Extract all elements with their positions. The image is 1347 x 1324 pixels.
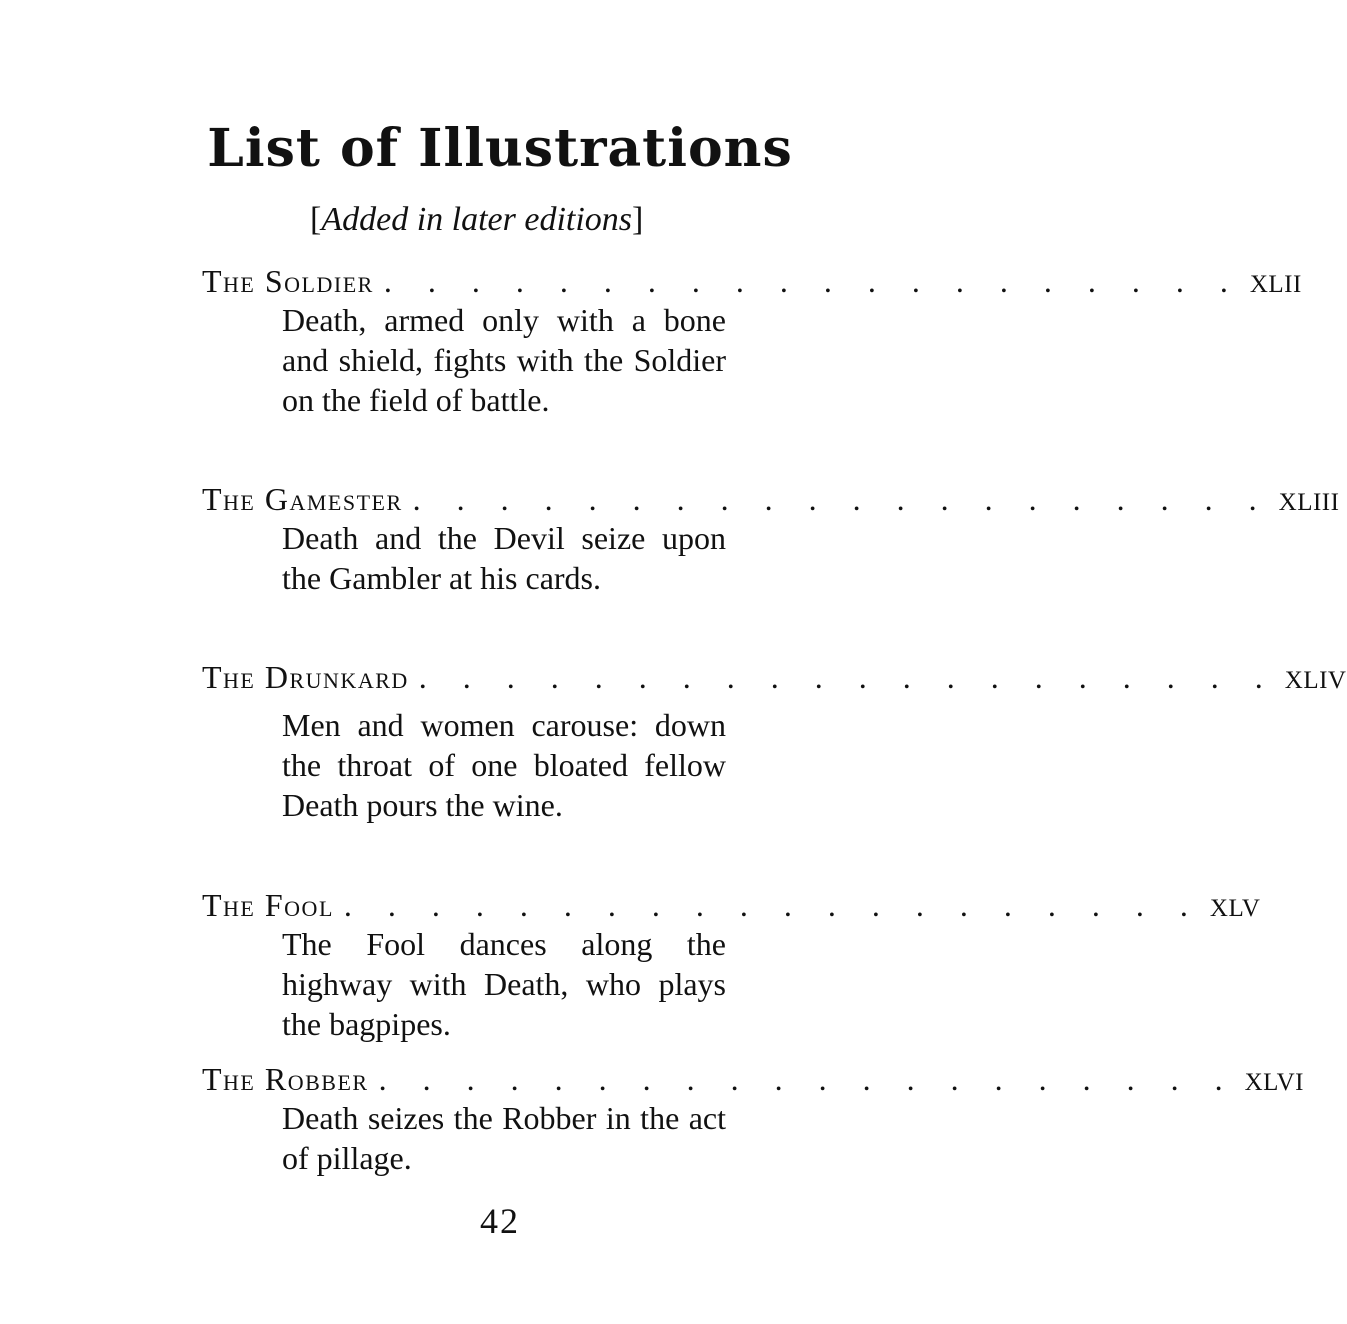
entry-title: The Gamester — [202, 481, 403, 517]
plate-number: XLVI — [1244, 1069, 1304, 1096]
entry-heading — [202, 656, 1347, 698]
subtitle-close-bracket: ] — [632, 201, 644, 238]
plate-number: XLIII — [1278, 489, 1340, 516]
plate-number: XLII — [1249, 271, 1302, 298]
dot-leader: . . . . . . . . . . . . . . . . . . . . — [343, 887, 1202, 923]
entry-description: Men and women carouse: down the throat of one bloated fellow Death pours the wine. — [282, 707, 726, 823]
dot-leader: . . . . . . . . . . . . . . . . . . . . — [418, 659, 1277, 695]
dot-leader: . . . . . . . . . . . . . . . . . . . . — [412, 481, 1271, 517]
entry-title: The Fool — [202, 887, 334, 923]
entry-title: The Soldier — [202, 263, 374, 299]
entry-description: Death seizes the Robber in the act of pillage. — [282, 1100, 726, 1176]
entry-heading — [202, 478, 1340, 520]
page-title: List of Illustrations — [207, 118, 793, 179]
subtitle-text: Added in later editions — [321, 201, 633, 238]
plate-number: XLIV — [1284, 667, 1347, 694]
subtitle-open-bracket: [ — [310, 201, 322, 238]
page-number: 42 — [480, 1201, 520, 1241]
entry-title: The Drunkard — [202, 659, 409, 695]
entry-description: Death, armed only with a bone and shield, fights with the Soldier on the field of battle. — [282, 302, 726, 418]
entry-description: The Fool dances along the highway with Death, who plays the bagpipes. — [282, 926, 726, 1042]
entry-description: Death and the Devil seize upon the Gambler at his cards. — [282, 520, 726, 596]
dot-leader: . . . . . . . . . . . . . . . . . . . . — [383, 263, 1242, 299]
entry-heading — [202, 260, 1302, 302]
page-subtitle — [310, 200, 643, 241]
dot-leader: . . . . . . . . . . . . . . . . . . . . — [378, 1061, 1237, 1097]
entry-heading — [202, 1058, 1304, 1100]
entry-heading — [202, 884, 1261, 926]
plate-number: XLV — [1209, 895, 1261, 922]
entry-title: The Robber — [202, 1061, 369, 1097]
